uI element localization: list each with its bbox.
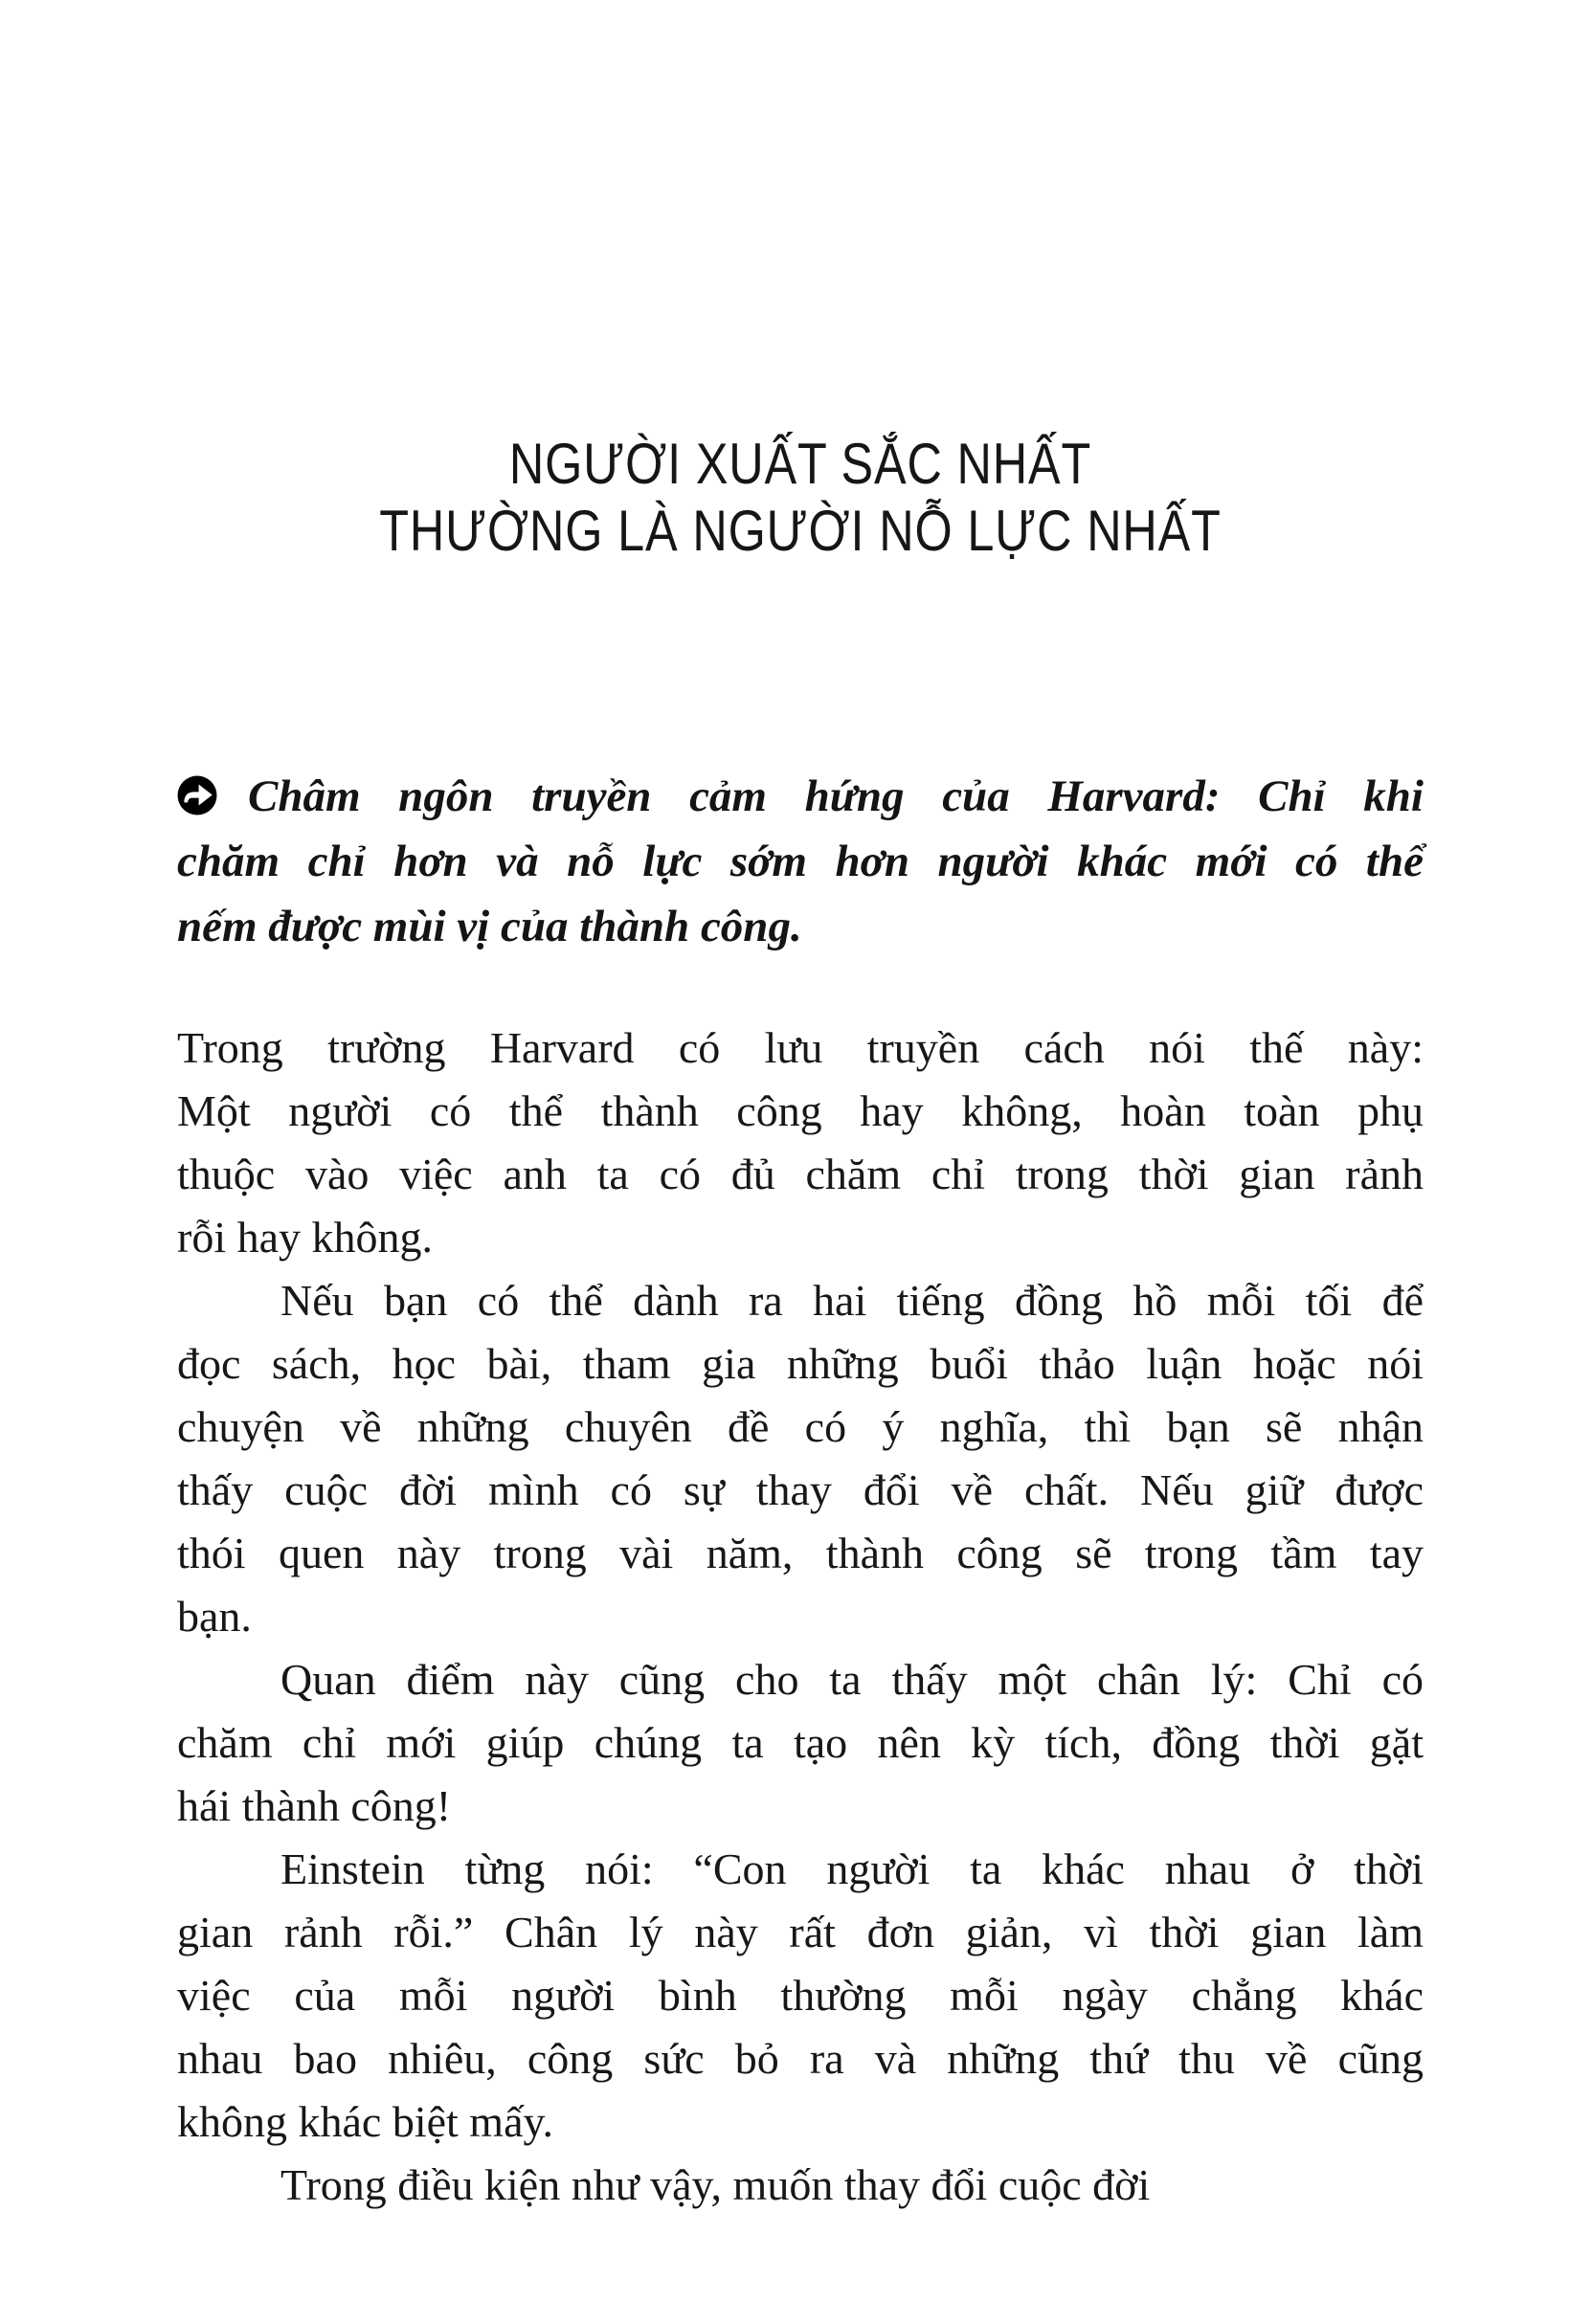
paragraph-3 [177, 1648, 1424, 1838]
paragraph-5 [177, 2154, 1424, 2217]
paragraph-4 [177, 1838, 1424, 2154]
quote-line: chăm chỉ hơn và nỗ lực sớm hơn người khác mới có thể [177, 837, 1424, 886]
text-line: rỗi hay không. [177, 1213, 434, 1262]
body-text [177, 1017, 1424, 2217]
text-line: thuộc vào việc anh ta có đủ chăm chỉ trong thời gian rảnh [177, 1150, 1424, 1198]
text-line: đọc sách, học bài, tham gia những buổi thảo luận hoặc nói [177, 1339, 1424, 1388]
text-line: Một người có thể thành công hay không, hoàn toàn phụ [177, 1086, 1424, 1135]
paragraph-1 [177, 1017, 1424, 1269]
paragraph-2 [177, 1269, 1424, 1648]
text-line: chăm chỉ mới giúp chúng ta tạo nên kỳ tích, đồng thời gặt [177, 1718, 1424, 1767]
inspirational-quote [177, 764, 1424, 959]
chapter-title-line-2: THƯỜNG LÀ NGƯỜI NỖ LỰC NHẤT [379, 499, 1222, 563]
chapter-title-line-1: NGƯỜI XUẤT SẮC NHẤT [508, 432, 1092, 496]
text-line: thấy cuộc đời mình có sự thay đổi về chất. Nếu giữ được [177, 1465, 1424, 1514]
text-line: Trong điều kiện như vậy, muốn thay đổi cuộc đời [280, 2160, 1151, 2209]
quote-line: nếm được mùi vị của thành công. [177, 902, 802, 951]
text-line: thói quen này trong vài năm, thành công sẽ trong tầm tay [177, 1529, 1424, 1577]
text-line: bạn. [177, 1592, 252, 1641]
text-line: việc của mỗi người bình thường mỗi ngày chẳng khác [177, 1971, 1424, 2020]
circled-right-arrow-icon [177, 775, 217, 816]
chapter-title [177, 431, 1424, 565]
text-line: gian rảnh rỗi.” Chân lý này rất đơn giản, vì thời gian làm [177, 1908, 1424, 1956]
text-line: Einstein từng nói: “Con người ta khác nhau ở thời [280, 1844, 1424, 1893]
quote-text: Châm ngôn truyền cảm hứng của Harvard: Chỉ khi [248, 771, 1424, 821]
text-line: nhau bao nhiêu, công sức bỏ ra và những thứ thu về cũng [177, 2034, 1424, 2083]
text-line: Nếu bạn có thể dành ra hai tiếng đồng hồ mỗi tối để [280, 1276, 1424, 1325]
text-line: Trong trường Harvard có lưu truyền cách nói thế này: [177, 1023, 1424, 1072]
text-line: Quan điểm này cũng cho ta thấy một chân lý: Chỉ có [280, 1655, 1424, 1704]
quote-line [177, 764, 1424, 829]
text-line: chuyện về những chuyên đề có ý nghĩa, thì bạn sẽ nhận [177, 1402, 1424, 1451]
text-line: không khác biệt mấy. [177, 2097, 554, 2146]
text-line: hái thành công! [177, 1781, 452, 1830]
